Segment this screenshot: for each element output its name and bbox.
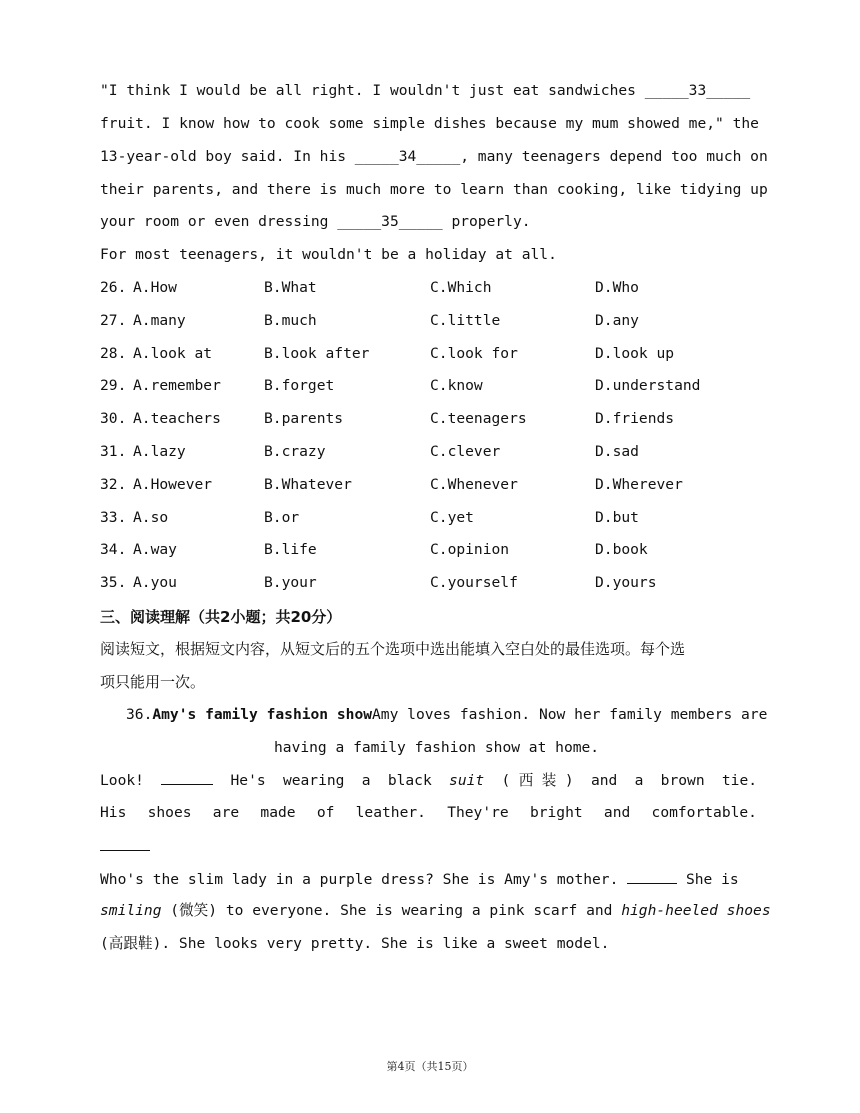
reading-paragraph-3 — [100, 836, 150, 857]
option-d: D.book — [595, 541, 648, 558]
question-number: 30. — [100, 410, 127, 427]
question-36-intro: Amy loves fashion. Now her family members are — [372, 706, 768, 723]
section-instruction-line-2: 项只能用一次。 — [100, 673, 206, 691]
option-b: B.your — [264, 574, 317, 591]
word: and — [603, 804, 631, 821]
option-c: C.yourself — [430, 574, 518, 591]
question-number: 34. — [100, 541, 127, 558]
word: and — [590, 772, 618, 789]
option-c: C.Whenever — [430, 476, 518, 493]
question-number: 29. — [100, 377, 127, 394]
option-c: C.clever — [430, 443, 501, 460]
reading-paragraph-2 — [100, 803, 757, 823]
word: a — [634, 772, 644, 789]
answer-blank — [627, 869, 677, 884]
passage-line-3: 13-year-old boy said. In his _____34_____, many teenagers depend too much on — [100, 148, 768, 165]
option-a: A.teachers — [133, 410, 221, 427]
word-suit: suit — [449, 772, 485, 789]
question-number: 26. — [100, 279, 127, 296]
word: a — [361, 772, 371, 789]
passage-line-1: "I think I would be all right. I wouldn't just eat sandwiches _____33_____ — [100, 82, 751, 99]
option-a: A.How — [133, 279, 177, 296]
option-a: A.However — [133, 476, 213, 493]
answer-blank — [100, 836, 150, 851]
question-number: 33. — [100, 509, 127, 526]
word: shoes — [147, 804, 192, 821]
option-c: C.look for — [430, 345, 518, 362]
option-b: B.crazy — [264, 443, 326, 460]
word: They're — [447, 804, 509, 821]
option-d: D.Who — [595, 279, 639, 296]
option-a: A.way — [133, 541, 177, 558]
option-a: A.look at — [133, 345, 213, 362]
word: are — [212, 804, 240, 821]
section-heading: 三、阅读理解（共2小题；共20分） — [100, 608, 342, 626]
sentence-part: She is — [677, 871, 739, 888]
sentence-part: Who's the slim lady in a purple dress? She is Amy's mother. — [100, 871, 628, 888]
option-c: C.Which — [430, 279, 492, 296]
question-number: 28. — [100, 345, 127, 362]
option-d: D.sad — [595, 443, 639, 460]
option-d: D.understand — [595, 377, 701, 394]
option-b: B.or — [264, 509, 300, 526]
word: comfortable. — [651, 804, 757, 821]
option-b: B.much — [264, 312, 317, 329]
option-a: A.you — [133, 574, 177, 591]
word: brown — [660, 772, 705, 789]
option-a: A.many — [133, 312, 186, 329]
question-number: 27. — [100, 312, 127, 329]
word-smiling: smiling — [100, 902, 162, 919]
option-b: B.What — [264, 279, 317, 296]
word-high-heeled-shoes: high-heeled shoes — [621, 902, 771, 919]
answer-blank — [161, 770, 213, 785]
option-d: D.Wherever — [595, 476, 683, 493]
passage-line-4: their parents, and there is much more to learn than cooking, like tidying up — [100, 181, 768, 198]
option-b: B.forget — [264, 377, 335, 394]
option-d: D.but — [595, 509, 639, 526]
option-a: A.so — [133, 509, 169, 526]
reading-paragraph-6: (高跟鞋). She looks very pretty. She is like a sweet model. — [100, 935, 610, 952]
question-36-header — [126, 705, 767, 725]
word: He's — [230, 772, 266, 789]
word: (西装) — [501, 772, 574, 789]
option-b: B.Whatever — [264, 476, 352, 493]
reading-paragraph-5 — [100, 901, 771, 921]
section-instruction-line-1: 阅读短文，根据短文内容，从短文后的五个选项中选出能填入空白处的最佳选项。每个选 — [100, 640, 686, 658]
option-d: D.any — [595, 312, 639, 329]
option-d: D.yours — [595, 574, 657, 591]
word: tie. — [721, 772, 758, 789]
word: black — [387, 772, 432, 789]
option-b: B.life — [264, 541, 317, 558]
option-b: B.look after — [264, 345, 370, 362]
sentence-part: (微笑) to everyone. She is wearing a pink scarf and — [161, 902, 622, 919]
question-number: 32. — [100, 476, 127, 493]
page-footer: 第4页（共15页） — [386, 1060, 474, 1073]
option-c: C.opinion — [430, 541, 510, 558]
question-number: 35. — [100, 574, 127, 591]
word: made — [260, 804, 296, 821]
option-a: A.lazy — [133, 443, 186, 460]
reading-paragraph-4 — [100, 869, 739, 890]
question-36-title: Amy's family fashion show — [152, 706, 373, 723]
word: bright — [529, 804, 583, 821]
option-c: C.know — [430, 377, 483, 394]
word: Look! — [100, 772, 144, 789]
option-d: D.friends — [595, 410, 675, 427]
option-a: A.remember — [133, 377, 221, 394]
word: His — [100, 804, 127, 821]
question-36-number: 36. — [126, 706, 153, 723]
question-number: 31. — [100, 443, 127, 460]
reading-paragraph-1 — [100, 770, 757, 791]
option-c: C.teenagers — [430, 410, 527, 427]
word: wearing — [282, 772, 345, 789]
passage-line-5: your room or even dressing _____35_____ properly. — [100, 213, 531, 230]
word: of — [316, 804, 335, 821]
option-d: D.look up — [595, 345, 675, 362]
option-c: C.little — [430, 312, 501, 329]
word: leather. — [355, 804, 426, 821]
passage-line-6: For most teenagers, it wouldn't be a holiday at all. — [100, 246, 557, 263]
option-c: C.yet — [430, 509, 474, 526]
option-b: B.parents — [264, 410, 344, 427]
passage-line-2: fruit. I know how to cook some simple dishes because my mum showed me," the — [100, 115, 759, 132]
question-36-intro-continued: having a family fashion show at home. — [274, 739, 600, 756]
